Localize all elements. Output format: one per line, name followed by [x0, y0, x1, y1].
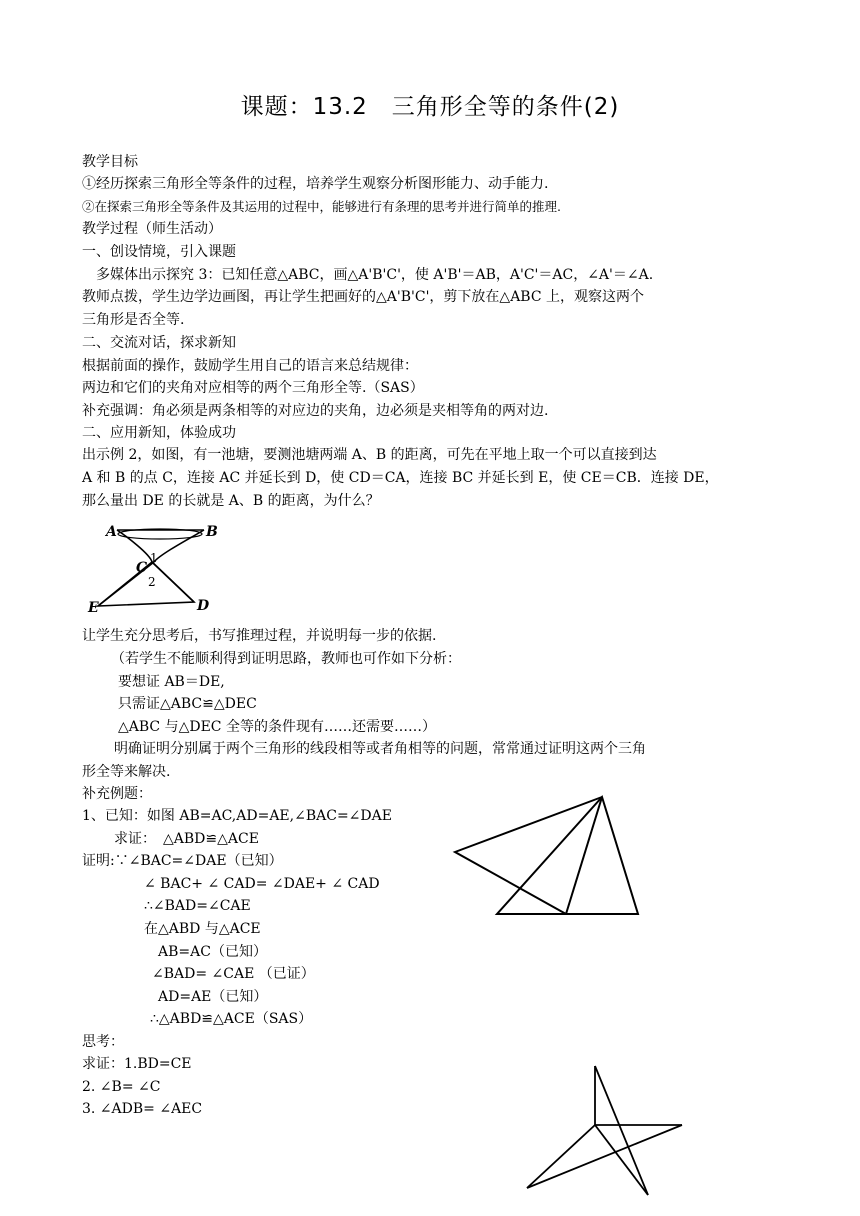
section-heading: 思考：	[82, 1034, 124, 1050]
text-line: 只需证△ABC≌△DEC	[104, 696, 257, 712]
text-line: ①经历探索三角形全等条件的过程，培养学生观察分析图形能力、动手能力.	[82, 176, 549, 192]
text-line: 多媒体出示探究 3：已知任意△ABC，画△A'B'C'，使 A'B'＝AB，A'C'＝AC，∠A'＝∠A.	[82, 267, 654, 283]
text-line: AB=AC（已知）	[158, 944, 267, 960]
section-heading: 二、应用新知，体验成功	[82, 425, 236, 441]
text-line: 证明:∵∠BAC=∠DAE（已知）	[82, 853, 283, 869]
text-line: ∴∠BAD=∠CAE	[144, 898, 251, 914]
text-line: 3. ∠ADB= ∠AEC	[82, 1101, 203, 1117]
text-line: 那么量出 DE 的长就是 A、B 的距离，为什么？	[82, 493, 380, 509]
point-label-e: E	[88, 600, 99, 616]
text-line: 出示例 2，如图，有一池塘，要测池塘两端 A、B 的距离，可先在平地上取一个可以直接到达	[82, 447, 657, 463]
text-line: ②在探索三角形全等条件及其运用的过程中，能够进行有条理的思考并进行简单的推理.	[82, 199, 561, 214]
text-line: 在△ABD 与△ACE	[144, 921, 261, 937]
text-line: 2. ∠B= ∠C	[82, 1079, 161, 1095]
point-label-a: A	[106, 524, 117, 540]
text-line: 要想证 AB＝DE,	[104, 674, 225, 690]
text-line: 求证：1.BD=CE	[82, 1056, 192, 1072]
section-heading: 二、交流对话，探求新知	[82, 335, 236, 351]
text-line: 求证： △ABD≌△ACE	[100, 831, 259, 847]
point-label-b: B	[206, 524, 218, 540]
text-line: 1、已知：如图 AB=AC,AD=AE,∠BAC=∠DAE	[82, 808, 392, 824]
text-line: 三角形是否全等.	[82, 312, 185, 328]
section-heading: 教学目标	[82, 154, 138, 170]
text-line: ∠ BAC+ ∠ CAD= ∠DAE+ ∠ CAD	[144, 876, 380, 892]
text-line: 补充强调：角必须是两条相等的对应边的夹角，边必须是夹相等角的两对边.	[82, 403, 549, 419]
angle-label-2: 2	[148, 575, 156, 589]
section-heading: 一、创设情境，引入课题	[82, 244, 236, 260]
section-heading: 补充例题：	[82, 786, 152, 802]
text-line: 根据前面的操作，鼓励学生用自己的语言来总结规律：	[82, 358, 418, 374]
text-line: 教师点拨，学生边学边画图，再让学生把画好的△A'B'C'，剪下放在△ABC 上，观察这两个	[82, 289, 645, 305]
text-line: 让学生充分思考后，书写推理过程，并说明每一步的依据.	[82, 628, 437, 644]
text-line: A 和 B 的点 C，连接 AC 并延长到 D，使 CD＝CA，连接 BC 并延长到 E，使 CE＝CB．连接 DE，	[82, 470, 719, 486]
text-line: AD=AE（已知）	[158, 989, 268, 1005]
text-line: ∴△ABD≌△ACE（SAS）	[150, 1011, 313, 1027]
point-label-d: D	[197, 598, 210, 614]
text-line: （若学生不能顺利得到证明思路，教师也可作如下分析：	[104, 651, 461, 667]
text-line: ∠BAD= ∠CAE （已证）	[152, 966, 315, 982]
point-label-c: C	[136, 560, 148, 576]
text-line: 明确证明分别属于两个三角形的线段相等或者角相等的问题，常常通过证明这两个三角	[100, 741, 646, 757]
text-line: 形全等来解决.	[82, 764, 171, 780]
text-line: 两边和它们的夹角对应相等的两个三角形全等.（SAS）	[82, 380, 424, 396]
page-title: 课题：13.2 三角形全等的条件(2)	[240, 94, 620, 120]
text-line: △ABC 与△DEC 全等的条件现有……还需要……）	[104, 719, 436, 735]
section-heading: 教学过程（师生活动）	[82, 221, 222, 237]
angle-label-1: 1	[150, 551, 158, 565]
